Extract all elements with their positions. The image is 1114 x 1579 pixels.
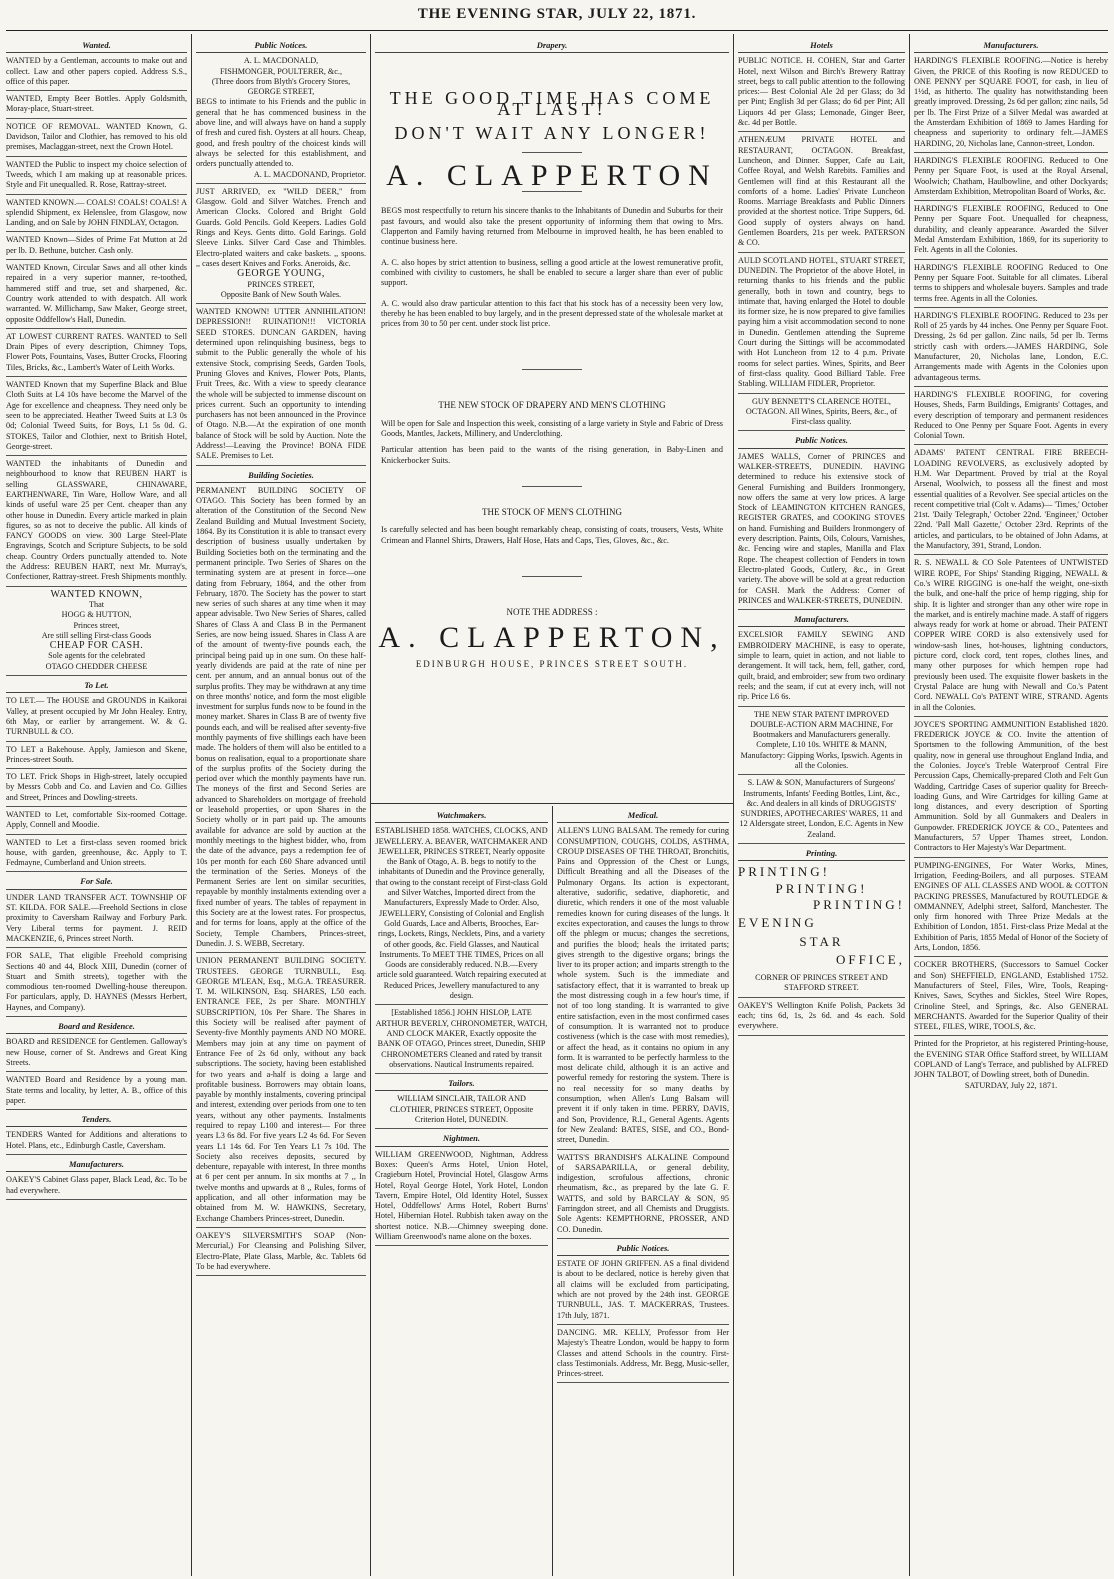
ad-harding-roofing: HARDING'S FLEXIBLE ROOFING.—Notice is hereby Given, the PRICE of this Roofing is now REDUCED to ONE PENNY per SQUARE FOOT, for cash, in lieu of 1½d, as hitherto. The quality has notwithstanding been greatly improved. Dressing, 2s 6d per gallon; zinc nails, 5d per lb. The First Prize of a Silver Medal was awarded at the Amsterdam Exhibition of 1869 to James Harding for cheapness and superiority to ordinary felt.—JAMES HARDING, 20, Nicholas lane, Cannon-street, London. — [914, 56, 1108, 153]
ad-harding-roofing: HARDING'S FLEXIBLE ROOFING, Reduced to One Penny per Square Foot. Unequalled for cheapness, durability, and cleanly appearance. Awarded the Silver Medal Amsterdam Exhibition, 1869, for its superiority to Felt. Agents in all the Colonies. — [914, 204, 1108, 259]
ad-wanted: WANTED Known—Sides of Prime Fat Mutton at 2d per lb. D. Bethune, butcher. Cash only. — [6, 235, 187, 260]
section-header-watchmakers: Watchmakers. — [375, 810, 548, 823]
ad-harding-roofing: HARDING'S FLEXIBLE ROOFING Reduced to One Penny per Square Foot. Suitable for all climates. Liberal terms to shippers and wholesale buyers. Samples and trade terms free. Agents in all the Colonies. — [914, 263, 1108, 308]
section-header-public-notices: Public Notices. — [738, 435, 905, 448]
ad-adams-revolvers: ADAMS' PATENT CENTRAL FIRE BREECH-LOADING REVOLVERS, as exclusively adopted by H.M. War Department. Proved by trial at the Royal Arsenal, Woolwich, to possess all the finest and most essential qualities of a Revolver. See special articles on the recent competitive trial (Colt v. Adams)— 'Times,' October 21st. 'Daily Telegraph,' October 22nd. 'Engineer,' October 22nd. 'Pall Mall Gazette,' October 23rd. Reprints of the articles, and particulars, to be obtained of John Adams, at the Manufactory, 391, Strand, London. — [914, 448, 1108, 555]
printer-imprint: Printed for the Proprietor, at his registered Printing-house, the EVENING STAR Office Stafford street, by WILLIAM COPLAND of Lang's Terrace, and published by ALFRED JOHN TALBOT, of Dowling street, both of Dunedin. SATURDAY, July 22, 1871. — [914, 1039, 1108, 1090]
ad-cohen-star-garter: PUBLIC NOTICE. H. COHEN, Star and Garter Hotel, next Wilson and Birch's Brewery Rattray street, begs to call public attention to the following prices:— Best Colonial Ale 2d per Glass; do 3d per Pint; English 3d per Glass; do 6d per Pint; All Liquors 4d per Glass; Lemonade, Ginger Beer, &c. 4d per Bottle. — [738, 56, 905, 132]
ad-wanted: WANTED, Empty Beer Bottles. Apply Goldsmith, Moray-place, Stuart-street. — [6, 94, 187, 119]
masthead: THE EVENING STAR, JULY 22, 1871. — [417, 6, 697, 22]
column-hotels — [734, 36, 909, 1576]
ad-excelsior-sewing: EXCELSIOR FAMILY SEWING AND EMBROIDERY MACHINE, is easy to operate, simple to learn, quiet in action, and not liable to derangement. It will tack, hem, fell, gather, cord, quilt, braid, and embroider; sew from two ordinary reels; and the seam, if cut at every inch, will not rip. Price L6 6s. — [738, 630, 905, 706]
ad-athenaeum-hotel: ATHENÆUM PRIVATE HOTEL and RESTAURANT, OCTAGON. Breakfast, Luncheon, and Dinner. Supper, Cafe au Lait, Coffee Royal, and Welsh Rarebits. Families and Gentlemen will find at this Restaurant all the comforts of a home. Ladies' Private Luncheon Rooms. Marriage Breakfasts and Public Dinners provided at the shortest notice. Tripe Suppers, 6d. Good supply of oysters always on hand. Gentlemen Boarders, 21s per week. PATERSON & CO. — [738, 135, 905, 252]
section-header-hotels: Hotels — [738, 40, 905, 53]
ad-for-sale: UNDER LAND TRANSFER ACT. TOWNSHIP OF ST. KILDA. FOR SALE.—Freehold Sections in close proximity to Caversham Railway and Forbury Park. Very Liberal terms for payment. J. REID MACKENZIE, 6, Princes street North. — [6, 893, 187, 948]
ad-oakey-glass-paper: OAKEY'S Cabinet Glass paper, Black Lead, &c. To be had everywhere. — [6, 1175, 187, 1200]
ad-sinclair: WILLIAM SINCLAIR, TAILOR AND CLOTHIER, PRINCES STREET, Opposite Criterion Hotel, DUNEDIN. — [375, 1094, 548, 1129]
ad-for-sale: FOR SALE, That eligible Freehold comprising Sections 40 and 44, Block XIII, Dunedin (corner of Stuart and Smith streets), together with the commodious ten-roomed Dwelling-house thereupon. For particulars, apply, D. HAYNES (Messrs Herbert, Haynes, and Company). — [6, 951, 187, 1017]
column-public-notices — [192, 36, 370, 1576]
ad-dancing: DANCING. MR. KELLY, Professor from Her Majesty's Theatre London, would be happy to form Classes and attend Schools in the country. First-class Testimonials. Address, Mr. Begg, Music-seller, Princes-street. — [557, 1328, 729, 1383]
advertiser-name: A. CLAPPERTON, — [378, 621, 726, 655]
ad-watts-sarsaparilla: WATTS'S BRANDISH'S ALKALINE Compound of SARSAPARILLA, or general debility, indigestion, scrofulous affections, chronic rheumatism, &c., as prepared by the late G. F. WATTS, and sold by BARCLAY & SON, 95 Farringdon street, and all Chemists and Druggists. Sole Agents: KEMPTHORNE, PROSSER, AND CO. Dunedin. — [557, 1153, 729, 1239]
ad-allen-lung-balsam: ALLEN'S LUNG BALSAM. The remedy for curing CONSUMPTION, COUGHS, COLDS, ASTHMA, CROUP DISEASES OF THE THROAT, Bronchitis, Pains and Oppression of the Chest or Lungs, Difficult Breathing and all the Diseases of the Pulmonary Organs. Its action is expectorant, alterative, sudorific, sedative, diaphoretic, and diuretic, which renders it one of the most valuable remedies known for curing diseases of the lungs. It excites expectoration, and causes the lungs to throw off the phlegm or mucus; changes the secretions, and purifies the blood; heals the irritated parts; gives strength to the digestive organs; brings the liver to its proper action; and imparts strength to the whole system. Such is the immediate and satisfactory effect, that it is warranted to break up the most distressing cough in a few hour's time, if not of too long standing. It is warranted to give entire satisfaction, even in the most confirmed cases of consumption. It is warranted not to produce costiveness (which is the case with most remedies), or affect the head, as it contains no opium in any form. It is warranted to be perfectly harmless to the most delicate child, although it is an active and powerful remedy for restoring the system. There is no real necessity for so many deaths by consumption, when Allen's Lung Balsam will prevent it if only taken in time. PERRY, DAVIS, and Son, Providence, R.I., General Agents. Agents for New Zealand: BATES, SISE, and CO., Bond-street, Dunedin. — [557, 826, 729, 1149]
column-drapery — [371, 36, 733, 804]
section-header-manufacturers: Manufacturers. — [6, 1159, 187, 1172]
drapery-paragraph: BEGS most respectfully to return his sincere thanks to the Inhabitants of Dunedin and Suburbs for their past favours, and would also take the present opportunity of informing them that owing to Mrs. Clapperton and Family having returned from Melbourne in improved health, he has been enabled to continue business here. — [381, 206, 723, 247]
ad-to-let: TO LET a Bakehouse. Apply, Jamieson and Skene, Princes-street South. — [6, 745, 187, 770]
ad-board: WANTED Board and Residence by a young man. State terms and locality, by letter, A. B., office of this paper. — [6, 1075, 187, 1110]
section-header-public-notices: Public Notices. — [196, 40, 366, 53]
ad-macdonald: A. L. MACDONALD, FISHMONGER, POULTERER, &c., (Three doors from Blyth's Grocery Stores, GEORGE STREET, BEGS to intimate to his Friends and the public in general that he has commenced business in the above line, and will always have on hand a supply of fresh and cured fish. Oysters at all hours. Cheap, good, and fresh poultry of the choicest kinds will always be selected for this establishment, and orders punctually attended to. A. L. MACDONAND, Proprietor. — [196, 56, 366, 184]
headline-good-time: THE GOOD TIME HAS COME AT LAST! — [389, 88, 715, 119]
ad-harding-roofing: HARDING'S FLEXIBLE ROOFING. Reduced to 23s per Roll of 25 yards by 44 inches. One Penny per Square Foot. Dressing, 2s 6d per gallon. Zinc nails, 5d per lb. Terms strictly cash with orders.—JAMES HARDING, Sole Manufacturer, 20, Nicholas lane, London, E.C. Arrangements made with Agents in the Colonies upon advantageous terms. — [914, 311, 1108, 387]
ad-griffen-estate: ESTATE OF JOHN GRIFFEN. AS a final dividend is about to be declared, notice is hereby given that all claims will be excluded from participating, which are not proved by the 24th inst. GEORGE TURNBULL, JAS. T. MACKERRAS, Trustees. 17th July, 1871. — [557, 1259, 729, 1325]
section-header-for-sale: For Sale. — [6, 876, 187, 889]
ad-wanted: WANTED by a Gentleman, accounts to make out and collect. Law and other papers copied. Address S.S., office of this paper. — [6, 56, 187, 91]
ad-wanted: AT LOWEST CURRENT RATES. WANTED to Sell Drain Pipes of every description, Chimney Tops, Flower Pots, Fountains, Vases, Butter Crocks, Flooring Tiles, Bricks, &c., Lambert's Water of Leith Works. — [6, 332, 187, 377]
column-manufacturers — [910, 36, 1112, 1576]
stock-text: Will be open for Sale and Inspection this week, consisting of a large variety in Style and Fabric of Dress Goods, Mantles, Jackets, Millinery, and Underclothing. — [381, 418, 723, 439]
section-header-public-notices: Public Notices. — [557, 1243, 729, 1256]
column-wanted — [2, 36, 191, 1576]
drapery-paragraph: A. C. would also draw particular attention to this fact that his stock has of a necessity been very low, thereby he has been enabled to buy largely, and in the present depressed state of the wholesale market at prices from 30 to 50 per cent. under stock list price. — [381, 298, 723, 329]
section-header-manufacturers: Manufacturers. — [738, 614, 905, 627]
ad-wanted: NOTICE OF REMOVAL. WANTED Known, G. Davidson, Tailor and Clothier, has removed to his old premises, Maclaggan-street, next the Crown Hotel. — [6, 122, 187, 157]
ad-board: BOARD and RESIDENCE for Gentlemen. Galloway's new House, corner of St. Andrews and Great King Streets. — [6, 1037, 187, 1072]
ad-oakey-silversmith-soap: OAKEY'S SILVERSMITH'S SOAP (Non-Mercurial,) For Cleansing and Polishing Silver, Electro-Plate, Plate Glass, Marble, &c. Tablets 6d To be had everywhere. — [196, 1231, 366, 1276]
stock-text: Particular attention has been paid to the wants of the rising generation, in Baby-Linen and Knickerbocker Suits. — [381, 445, 723, 465]
section-header-tailors: Tailors. — [375, 1078, 548, 1091]
column-medical — [553, 806, 733, 1576]
ad-oakey-knife-polish: OAKEY'S Wellington Knife Polish, Packets 3d each; tins 6d, 1s, 2s 6d. and 4s each. Sold everywhere. — [738, 1001, 905, 1036]
ad-hislop: [Established 1856.] JOHN HISLOP, LATE ARTHUR BEVERLY, CHRONOMETER, WATCH, AND CLOCK MAKER, Exactly opposite the BANK OF OTAGO, Princes street, Dunedin, SHIP CHRONOMETERS Cleaned and rated by transit observations. Nautical Instruments repaired. — [375, 1008, 548, 1074]
section-header-board: Board and Residence. — [6, 1021, 187, 1034]
ad-greenwood: WILLIAM GREENWOOD, Nightman, Address Boxes: Queen's Arms Hotel, Union Hotel, Cragieburn Hotel, Provincial Hotel, Glasgow Arms Hotel, Royal George Hotel, York Hotel, London Tavern, Empire Hotel, Old Identity Hotel, Sussex Hotel, Oddfellows' Arms Hotel, Robert Burns' Hotel, Hibernian Hotel. Rubbish taken away on the shortest notice. N.B.—Chimney sweeping done. William Greenwood's name alone on the boxes. — [375, 1150, 548, 1247]
section-header-tenders: Tenders. — [6, 1114, 187, 1127]
ad-permanent-building-society: PERMANENT BUILDING SOCIETY OF OTAGO. This Society has been formed by an alteration of the Constitution of the Second New Zealand Building and Mutual Investment Society, 1864. By its Constitution it is able to transact every description of business usually undertaken by Building Societies both on the terminating and the permanent principle. Two Series of Shares on the terminating system are at present in force—one dating from February, 1864, and the other from February, 1870. The Society has the power to start new series of such shares at any time when it may appear advisable. Two New Series of Shares, called Shares of Class A and Class B in the Permanent Series, are now being issued. Shares in Class A are of the amount of twenty-five pounds each, the principal being paid up in one sum. On these half-yearly dividends are paid at the rate of nine per cent. per annum, and an annual bonus out of the surplus profits. They may be withdrawn at any time on three months' notice, and form the most eligible investment for surplus funds now to be found in the money market. Shares in Class B are of twenty five pounds each, and will be realised after seventy-five monthly payments of five shillings each have been made. The holders of them will also be entitled to a bonus on realisation, equal to a proportionate share of the surplus profits of the Society during the period over which the monthly payments have run. The moneys of the first and Second Series are advanced to Shareholders on mortgage of freehold or leasehold properties, or upon Shares in the Society wholly or in part paid up. The amounts available for advance are sold by auction at the monthly meetings to the highest bidder, who, from the date of the advance, pays a redemption fee of 10s per month for each £60 Share advanced until the termination of the Series. Moneys of the Permanent Series are lent on similar securities, repayable by monthly instalments extending over a fixed number of years. The tables of repayment in this Society are at the lowest rates. For prospectus, and for terms for loans, apply at the office of the Society, Temple Chambers, Princes-street, Dunedin. J. S. WEBB, Secretary. — [196, 486, 366, 953]
section-header-nightmen: Nightmen. — [375, 1133, 548, 1146]
ad-wanted: WANTED Known that my Superfine Black and Blue Cloth Suits at L4 10s have become the Marvel of the Age for excellence and cheapness. They need only be seen to be appreciated. Heather Tweed Suits at L3 0s 0d; Colonial Tweed Suits, for Boys, L1 5s 0d. G. STOKES, Tailor and Clothier, next to British Hotel, George-street. — [6, 380, 187, 456]
note-address: NOTE THE ADDRESS : — [506, 606, 598, 617]
section-header-to-let: To Let. — [6, 680, 187, 693]
ad-to-let: WANTED to Let, comfortable Six-roomed Cottage. Apply, Connell and Moodie. — [6, 810, 187, 835]
ad-wanted: WANTED the Public to inspect my choice selection of Tweeds, which I am making up at reasonable prices. Style and Fit unequalled. R. Rose, Rattray-street. — [6, 160, 187, 195]
advertiser-name: A. CLAPPERTON — [386, 159, 718, 193]
ad-harding-roofing: HARDING'S FLEXIBLE ROOFING, for covering Houses, Sheds, Farm Buildings, Emigrants' Cottages, and every description of temporary and permanent residences Reduced to One Penny per Square Foot. Agents in every Colonial Town. — [914, 390, 1108, 445]
ad-printing-office: PRINTING! PRINTING! PRINTING! EVENING STAR OFFICE, CORNER OF PRINCES STREET AND STAFFORD STREET. — [738, 867, 905, 997]
ad-joyce-ammunition: JOYCE'S SPORTING AMMUNITION Established 1820. FREDERICK JOYCE & CO. Invite the attention of Sportsmen to the following Ammunition, of the best quality, now in general use throughout England India, and the Colonies. Joyce's Treble Waterproof Central Fire Percussion Caps, Chemically-prepared Cloth and Felt Gun Wadding, Cartridge Cases of superior quality for Breech-loading Guns, and Wire Cartridges for killing Game at long distances, and every description of Sporting Ammunition. Sold by all Gunmakers and Dealers in Gunpowder. FREDERICK JOYCE & CO., Patentees and Manufacturers, 57 Upper Thames street, London. Contractors to Her Majesty's War Department. — [914, 720, 1108, 858]
section-header-drapery: Drapery. — [375, 40, 729, 53]
ad-wanted: WANTED KNOWN.— COALS! COALS! COALS! A splendid Shipment, ex Helenslee, from Glasgow, now Landing, and on Sale by JOHN FINDLAY, Octagon. — [6, 198, 187, 233]
ad-wanted: WANTED Known, Circular Saws and all other kinds repaired in a very superior manner, re-toothed, hammered stiff and true, set and sharpened, &c. Country work attended to with despatch. All work warranted. W. Millichamp, Saw Maker, George street, opposite Oddfellow's Hall, Dunedin. — [6, 263, 187, 329]
stock-text: Is carefully selected and has been bought remarkably cheap, consisting of coats, trousers, Vests, White Crimean and Flannel Shirts, Drawers, Half Hose, Hats and Caps, Ties, Gloves, &c., &c. — [381, 525, 723, 545]
ad-pumping-engines: PUMPING-ENGINES, For Water Works, Mines, Irrigation, Feeding-Boilers, and all purposes. STEAM ENGINES OF ALL CLASSES AND WOOL & COTTON PACKING PRESSES, Manufactured by ROUTLEDGE & OMMANNEY, Adelphi street, Salford, Manchester. The only firm honored with Three Prize Medals at the Exhibition of London, 1851. First-class Prize Medal at the Exhibition of Paris, 1855 Medal of Honor of the Society of Arts, London, 1856. — [914, 861, 1108, 958]
stock-heading: THE STOCK OF MEN'S CLOTHING — [482, 506, 622, 517]
ad-s-law-son: S. LAW & SON, Manufacturers of Surgeons' Instruments, Infants' Feeding Bottles, Lint, &c., &c. And dealers in all kinds of DRUGGISTS' SUNDRIES, APOTHECARIES' WARES, 11 and 12 Aldersgate street, London, E.C. Agents in New Zealand. — [738, 778, 905, 844]
ad-new-star-machine: THE NEW STAR PATENT IMPROVED DOUBLE-ACTION ARM MACHINE, For Bootmakers and Manufacturers generally. Complete, L10 10s. WHITE & MANN, Manufactory: Gipping Works, Ipswich. Agents in all the Colonies. — [738, 710, 905, 776]
ad-james-walls: JAMES WALLS, Corner of PRINCES and WALKER-STREETS, DUNEDIN. HAVING determined to reduce his extensive stock of General Furnishing and Builders Ironmongery, now offers the same at very low prices. A large Stock of LEAMINGTON KITCHEN RANGES, REGISTER GRATES, and COOKING STOVES on hand. Furnishing and Builders Ironmongery of every description. Paints, Oils, Colours, Varnishes, &c. Fencing wire and staples, Manilla and Flax Rope. The cheapest collection of Fenders in town Electro-plated Goods, Cutlery, &c., in Great variety. The above will be sold at a great reduction for CASH. Mark the Address: Corner of PRINCES and WALKER-STREETS, DUNEDIN. — [738, 452, 905, 610]
ad-harding-roofing: HARDING'S FLEXIBLE ROOFING. Reduced to One Penny per Square Foot, is used at the Royal Arsenal, Woolwich; Chatham, Haulbowline, and other Dockyards; Amsterdam Exhibition, Metropolitan Board of Works, &c. — [914, 156, 1108, 201]
ad-george-young: JUST ARRIVED, ex "WILD DEER," from Glasgow. Gold and Silver Watches. French and American Clocks. Colored and Bright Gold Guards. Gold Pencils. Gold Keepers. Ladies Gold Rings and Keys. Gents ditto. Gold Earings. Gold Sleeve Links. Silver Card Case and Thimbles. Electro-plated waiters and cake baskets. ,, spoons. ,, cases desert Knives and Forks. Aneroids, &c. GEORGE YOUNG, PRINCES STREET, Opposite Bank of New South Wales. — [196, 187, 366, 304]
stock-heading: THE NEW STOCK OF DRAPERY AND MEN'S CLOTHING — [438, 400, 666, 411]
advertiser-address: EDINBURGH HOUSE, PRINCES STREET SOUTH. — [415, 659, 689, 670]
ad-to-let: WANTED to Let a first-class seven roomed brick house, with garden, greenhouse, &c. Apply to T. Fedmayne, Cumberland and Union streets. — [6, 838, 187, 873]
ad-to-let: TO LET.— The HOUSE and GROUNDS in Kaikorai Valley, at present occupied by Mr John Healey. Entry, 6th May, or earlier by arrangement. W. & G. TURNBULL & CO. — [6, 696, 187, 741]
masthead-rule — [6, 30, 1108, 31]
ad-wanted: WANTED the inhabitants of Dunedin and neighbourhood to know that REUBEN HART is selling GLASSWARE, CHINAWARE, EARTHENWARE, Tin Ware, Hollow Ware, and all kinds of useful ware 25 per Cent. cheaper than any other house in Dunedin. Every article marked in plain figures, so as not to deceive the public. All kinds of FANCY GOODS on view. 300 Large Steel-Plate Engravings, Scotch and Scripture Subjects, to be sold cheap. Country Orders punctually attended to. Note the Address: REUBEN HART, next Mr. Murray's, Confectioner, Rattray-street. Fresh Shipments monthly. — [6, 459, 187, 587]
ad-clarence-hotel: GUY BENNETT'S CLARENCE HOTEL, OCTAGON. All Wines, Spirits, Beers, &c., of First-class quality. — [738, 397, 905, 432]
ad-union-building-society: UNION PERMANENT BUILDING SOCIETY. TRUSTEES. GEORGE TURNBULL, Esq. GEORGE M'LEAN, Esq., M.G.A. TREASURER. T. M. WILKINSON, Esq. SHARES, L50 each. ENTRANCE FEE, 2s per Share. MONTHLY SUBSCRIPTION, 10s Per Share. The Shares in this Society will be realised after payment of Seventy-five Monthly payments AND NO MORE. Members may join at any time on payment of Entrance Fee of 2s 6d only, without any back subscriptions. The society, having been established for two years and a-half is doing a large and profitable business. Borrowers may obtain loans, payable by monthly instalments, covering principal and interest, extending over periods from one to ten years, without any other payments. Instalments required to repay L100 and interest— For three years L3 6s 8d. For five years L2 4s 6d. For Seven years L1 14s 6d. For Ten Years L1 7s 10d. The Society also receives deposits, secured by debenture, repayable with interest, In three months at 6 per cent per annum. In six months at 7 ,, In twelve months and upwards at 8 ,, Rules, forms of application, and all other information may be obtained from M. W. HAWKINS, Secretary, Exchange Chambers Princes-street, Dunedin. — [196, 956, 366, 1228]
ad-tenders: TENDERS Wanted for Additions and alterations to Hotel. Plans, etc., Edinburgh Castle, Caversham. — [6, 1130, 187, 1155]
ad-beaver: ESTABLISHED 1858. WATCHES, CLOCKS, AND JEWELLERY. A. BEAVER, WATCHMAKER AND JEWELLER, PRINCES STREET, Nearly opposite the Bank of Otago, A. B. begs to notify to the inhabitants of Dunedin and the Province generally, that owing to the constant receipt of First-class Gold and Silver Watches, Imported direct from the Manufacturers, Expressly Made to Order. Also, JEWELLERY, Consisting of Colonial and English Gold Guards, Lace and Alberts, Brooches, Ear-rings, Lockets, Rings, Necklets, Pins, and a variety of other goods, &c. Field Glasses, and Nautical Instruments. To MEET THE TIMES, Prices on all Goods are considerably reduced. N.B.—Every article sold guaranteed. Watch repairing executed at Reduced Prices, Jewellery manufactured to any design. — [375, 826, 548, 1005]
drapery-paragraph: A. C. also hopes by strict attention to business, selling a good article at the lowest remunerative profit, combined with civility to customers, he shall be enabled to secure a larger share than ever of public support. — [381, 257, 723, 288]
ad-auld-scotland-hotel: AULD SCOTLAND HOTEL, STUART STREET, DUNEDIN. The Proprietor of the above Hotel, in returning thanks to his friends and the public generally, both in town and country, begs to intimate that, having enlarged the Hotel to double its former size, he is now prepared to give families paying him a visit accommodation second to none in Dunedin. Gentlemen attending the Supreme Court during the Sittings will be accommodated with Hot Luncheon from 12 to 4 p.m. Private rooms for select parties. Wines, Spirits, and Beer of first-class quality. Good Billiard Table. Free Stabling. WILLIAM FIDLER, Proprietor. — [738, 256, 905, 394]
ad-to-let: TO LET. Frick Shops in High-street, lately occupied by Messrs Cobb and Co. and Lavien and Co. Gillies and Street, Princes and Dowling-streets. — [6, 772, 187, 807]
section-header-medical: Medical. — [557, 810, 729, 823]
section-header-wanted: Wanted. — [6, 40, 187, 53]
ad-newall-wire-rope: R. S. NEWALL & CO Sole Patentees of UNTWISTED WIRE ROPE, For Ships' Standing Rigging, NEWALL & Co.'s WIRE RIGGING is one-half the weight, one-sixth the bulk, and one-half the price of hemp rigging, ship for ship. It is lighter and stronger than any other wire rope in the market, and is entirely machine made. A staff of riggers always ready for work at home or abroad. Their PATENT COPPER WIRE CORD is also extensively used for window-sash lines, hot-houses, lightning conductors, picture cord, clock cord, tent ropes, clothes lines, and many other purposes for which hempen rope had previously been used. The exquisite flower baskets in the Crystal Palace are hung with Newall and Co.'s Patent Cord. NEWALL Co's PATENT WIRE, STRAND. Agents in all the Colonies. — [914, 558, 1108, 716]
headline-dont-wait: DON'T WAIT ANY LONGER! — [394, 122, 710, 143]
column-watchmakers — [371, 806, 552, 1576]
section-header-printing: Printing. — [738, 848, 905, 861]
section-header-building-societies: Building Societies. — [196, 470, 366, 483]
ad-cocker-brothers: COCKER BROTHERS, (Successors to Samuel Cocker and Son) SHEFFIELD, ENGLAND, Established 1752. Manufacturers of Steel, Files, Wire, Tools, Reaping-Knives, Saws, Scythes and Sickles, Steel Wire Ropes, Crinoline Steel, and Springs, &c. Also GENERAL MERCHANTS. Awarded for the Superior Quality of their STEEL, FILES, WIRE, TOOLS, &c. — [914, 960, 1108, 1036]
ad-hogg-hutton: WANTED KNOWN, That HOGG & HUTTON, Princes street, Are still selling First-class Goods CHEAP FOR CASH. Sole agents for the celebrated OTAGO CHEDDER CHEESE — [6, 590, 187, 676]
section-header-manufacturers: Manufacturers. — [914, 40, 1108, 53]
ad-victoria-seed-stores: WANTED KNOWN! UTTER ANNIHILATION! DEPRESSION!! RUINATION!!! VICTORIA SEED STORES. DUNCAN GARDEN, having determined upon relinquishing business, begs to submit to the Public generally the whole of his extensive Stock, comprising Seeds, Garden Tools, Pruning Gloves and Knives, Flower Pots, Plants, Fruit Trees, &c. With a view to speedy clearance the whole will be subjected to immense discount on prices current. Such an opportunity to intending purchasers has not been announced in the Province of Otago. N.B.—At the expiration of one month balance of Stock will be sold by Auction. Note the Address!—Leaving the Province! BONA FIDE SALE. Premises to Let. — [196, 307, 366, 465]
